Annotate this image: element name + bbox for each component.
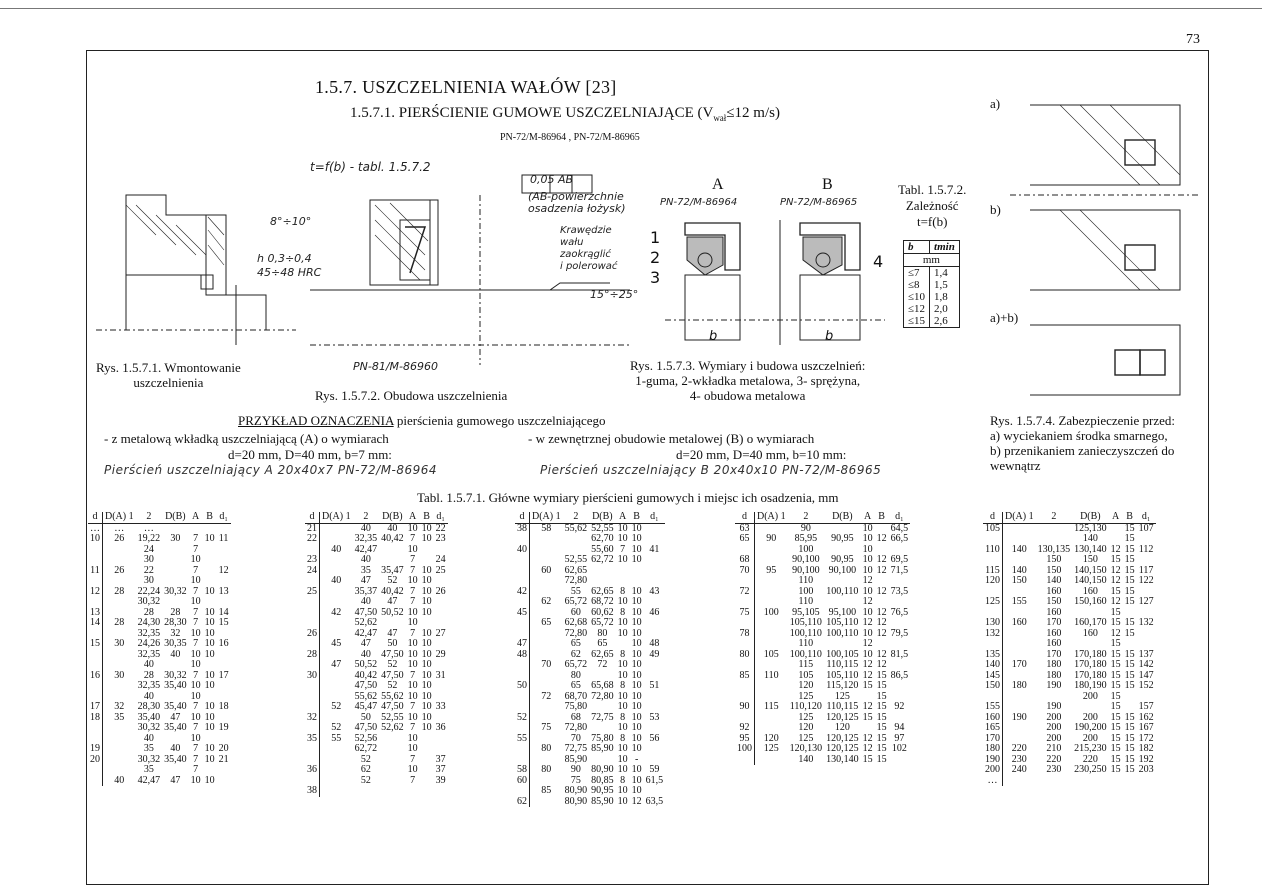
page-top-rule: [0, 8, 1262, 9]
svg-text:b: b: [709, 329, 718, 344]
table1-header: d: [305, 512, 320, 523]
table1-cell-d: 105 110 115 120 125 130 132 135 140 145 150 155 160 165 170 180 190 200 …: [983, 523, 1003, 786]
table2-header-row: [904, 241, 960, 254]
table1-cell-d: … 10 11 12 13 14 15 16 17 18 19 20: [88, 523, 103, 786]
table1-block-2: [305, 512, 448, 797]
table2-col-b: b: [904, 241, 930, 254]
figure3-label-a: A: [712, 176, 724, 193]
table1-cell-ba: 7 7 10 7 10 7 10 7 7 10 7 10 10 7 10 10 7 10 7 10 7 7 7 10: [190, 533, 201, 786]
table1-header: D(B): [379, 512, 406, 523]
table1-cell-dmin: 11 12 13 14 15 16 17 18 19 20 21: [218, 533, 229, 765]
svg-text:b: b: [825, 329, 834, 344]
table1-cell-d2: 40 32,35 42,47 40 35 47 35,37 40 47,50 52,62 42,47 47 40 50,52 40,42 47,50 55,62 45,47 50 47,50 52,56 62,72 52 62 52: [354, 522, 378, 786]
table1-header-row: [88, 512, 231, 523]
table1-row: [88, 523, 231, 786]
example-right-line1: - w zewnętrznej obudowie metalowej (B) o wymiarach: [528, 431, 815, 446]
table2-unit-row: [904, 254, 960, 267]
figure4-label-b: b): [990, 202, 1001, 217]
table1-header: D(B): [162, 512, 189, 523]
table1-header: B: [630, 512, 644, 523]
example-left-line1: - z metalową wkładką uszczelniającą (A) o wymiarach: [104, 431, 389, 446]
table1-cell-ba: 10 7 10 7 7 10 7 7 10 10 7 10 10 10 7 10 10 7 10 7 10 10 7 10 7: [407, 522, 418, 786]
table1-header: d₁: [1137, 512, 1156, 523]
table1-cell-bb: 10 10 10 10 10 10 10 10 10 10 10 10 10 10 10 10 10: [421, 522, 432, 733]
figure2-tolerance: 0,05 AB: [530, 173, 574, 186]
table2-body: [904, 267, 960, 328]
figure-seal-drawing: [645, 215, 895, 350]
example-heading: PRZYKŁAD OZNACZENIA pierścienia gumowego uszczelniającego: [238, 413, 606, 428]
figure4-caption: Rys. 1.5.7.4. Zabezpieczenie przed: a) wyciekaniem środka smarnego, b) przenikaniem zanieczyszczeń do wewnątrz: [990, 413, 1176, 473]
table1-cell-dmin: 64,5 66,5 69,5 71,5 73,5 76,5 79,5 81,5 86,5 92 94 97 102: [890, 522, 909, 754]
table1-header: 2: [1036, 512, 1073, 523]
table1-header: D(A) 1: [755, 512, 788, 523]
example-left-line2: d=20 mm, D=40 mm, b=7 mm:: [228, 447, 392, 462]
table1-cell-bb: 10 10 10 10 10 10 10 10 10 10 10 10 10 10 10: [204, 533, 215, 786]
table1-cell-ba: 10 10 10 10 10 12 10 12 10 12 10 12 10 12 12 15 12 15 12 12 15: [862, 522, 873, 765]
svg-text:3: 3: [650, 268, 661, 287]
table1-title: Tabl. 1.5.7.1. Główne wymiary pierścieni gumowych i miejsc ich osadzenia, mm: [417, 490, 839, 505]
subsection-title: 1.5.7.1. PIERŚCIENIE GUMOWE USZCZELNIAJĄCE ($V_{wał}\le 12$ m/s): [350, 105, 780, 123]
table1-header: B: [420, 512, 434, 523]
page-number: 73: [1186, 32, 1200, 47]
table2-title: Tabl. 1.5.7.2. Zależność t=f(b): [898, 182, 967, 229]
figure1-caption: Rys. 1.5.7.1. Wmontowanie uszczelnienia: [96, 360, 241, 390]
table1-cell-db: 125,130 140 130,140 150 140,150 140,150 160 150,160 160,170 160 170,180 170,180 170,180 180,190 200 200 190,200 200 215,230 220 230,250: [1074, 522, 1107, 775]
table1-cell-dmin: 41 43 46 48 49 51 53 56 59 61,5 63,5: [645, 543, 664, 807]
table1-cell-d2: 90 85,95 100 90,100 90,100 110 100 110 95,105 105,110 100,110 110 100,110 115 105 120 125 110,120 125 120 125 120,130 140: [789, 522, 823, 765]
table1-header: d₁: [889, 512, 911, 523]
table1-header: 2: [563, 512, 590, 523]
table1-row: [305, 523, 448, 797]
table1-cell-d1: 140 140 150 155 160 170 180 190 220 230 240: [1011, 543, 1027, 775]
table1-header-row: [983, 512, 1156, 523]
table1-cell-d1: 90 95 100 105 110 115 120 125: [763, 533, 779, 754]
table1-header: d: [515, 512, 530, 523]
table2-unit: mm: [904, 254, 960, 267]
example-left-code: Pierścień uszczelniający A 20x40x7 PN-72/M-86964: [104, 463, 438, 477]
example-right-code: Pierścień uszczelniający B 20x40x10 PN-72/M-86965: [540, 463, 882, 477]
table1-cell-db: 30 30,32 28 28,30 32 30,35 40 30,32 35,40 35,40 47 35,40 40 35,40 47: [164, 533, 187, 786]
table1-cell-ba: 12 15 12 12 15 12 15 15 12 15 15 15 15 15 15 15 15 15 15 15 15 15: [1110, 543, 1121, 775]
figure2-hardness: h 0,3÷0,4 45÷48 HRC: [257, 252, 322, 279]
table1-header: B: [203, 512, 217, 523]
table1-header: D(A) 1: [103, 512, 136, 523]
figure4-label-ab: a)+b): [990, 310, 1019, 325]
table1-cell-d1: 58 60 62 65 70 72 75 80 80 85: [541, 522, 552, 796]
table1-cell-d1: … 26 26 28 28 30 30 32 35 40: [114, 522, 125, 786]
table1-cell-d: 63 65 68 70 72 75 78 80 85 90 92 95 100: [735, 523, 755, 765]
figure2-angle2: 15°÷25°: [590, 288, 639, 301]
svg-text:1: 1: [650, 228, 661, 247]
table1-header-row: [515, 512, 665, 523]
table1-cell-ba: 10 10 7 10 8 10 8 10 10 8 10 10 8 10 10 8 10 8 10 10 10 8 10 10: [617, 522, 628, 807]
figure3-caption: Rys. 1.5.7.3. Wymiary i budowa uszczelnień: 1-guma, 2-wkładka metalowa, 3- sprężyna, 4- obudowa metalowa: [630, 358, 866, 403]
table1-header: B: [1123, 512, 1137, 523]
table1-header: d₁: [434, 512, 448, 523]
table1-cell-d2: 55,62 52,55 62,65 72,80 55 65,72 60 62,68 72,80 65 62 65,72 80 65 68,70 75,80 68 72,80 70 72,75 85,90 90 75 80,90 80,90: [564, 522, 588, 807]
table1-cell-db: 52,55 62,70 55,60 62,72 62,65 68,72 60,62 65,72 80 65 62,65 72 65,68 72,80 72,75 75,80 85,90 80,90 80,85 90,95 85,90: [591, 522, 614, 807]
table1-header: D(A) 1: [320, 512, 353, 523]
standards-line: PN-72/M-86964 , PN-72/M-86965: [500, 132, 640, 143]
table2-col-t: tmin: [930, 241, 960, 254]
table1-cell-db: 40 40,42 35,47 52 40,42 47 50,52 47 50 47,50 52 47,50 52 55,62 47,50 52,55 52,62: [381, 522, 404, 733]
table1-header: B: [875, 512, 889, 523]
table1-header: d: [735, 512, 755, 523]
figure2-angle: 8°÷10°: [270, 215, 312, 228]
figure-protection-drawings: [1010, 95, 1200, 405]
table1-cell-bb: 10 10 10 10 10 10 10 10 10 10 10 10 10 10 10 10 10 10 10 10 - 10 10 10 12: [631, 522, 642, 807]
table1-header: 2: [353, 512, 380, 523]
table1-header: d: [88, 512, 103, 523]
table1-header-row: [735, 512, 910, 523]
table2: [903, 240, 960, 328]
table2-b-values: ≤7 ≤8 ≤10 ≤12 ≤15: [904, 267, 930, 328]
svg-text:2: 2: [650, 248, 661, 267]
table1-header: A: [189, 512, 203, 523]
table1-header: A: [616, 512, 630, 523]
table1-row: [735, 523, 910, 765]
table1-cell-d2: … 19,22 24 30 22 30 22,24 30,32 28 24,30 32,35 24,26 32,35 40 28 32,35 40 28,30 35,40 30,32 40 35 30,32 35 42,47: [137, 522, 161, 786]
figure2-standard: PN-81/M-86960: [353, 360, 438, 373]
table1-header: D(B): [824, 512, 861, 523]
table1-block-4: [735, 512, 910, 765]
svg-text:4: 4: [873, 252, 884, 271]
table1-cell-db: 90,95 90,95 90,100 100,110 95,100 105,110 100,110 100,105 110,115 105,110 115,120 125 110,115 120,125 120 120,125 120,125 130,140: [826, 533, 859, 765]
table2-t-values: 1,4 1,5 1,8 2,0 2,6: [930, 267, 960, 328]
example-right-line2: d=20 mm, D=40 mm, b=10 mm:: [676, 447, 847, 462]
table1-header: D(B): [1072, 512, 1109, 523]
table1-cell-d: 21 22 23 24 25 26 28 30 32 35 36 38: [305, 523, 320, 797]
table1-cell-bb: 15 15 15 15 15 15 15 15 15 15 15 15 15 15 15 15 15 15 15 15: [1124, 522, 1135, 775]
table1-row: [515, 523, 665, 807]
table1-header: d₁: [217, 512, 231, 523]
table1-cell-d2: 130,135 150 150 140 160 150 160 170 160 160 170 180 180 190 190 200 200 200 210 220 230: [1037, 543, 1071, 775]
table1-block-1: [88, 512, 231, 786]
table1-header: D(A) 1: [1003, 512, 1036, 523]
table1-header: 2: [788, 512, 825, 523]
figure2-caption: Rys. 1.5.7.2. Obudowa uszczelnienia: [315, 388, 508, 403]
table1-header: A: [861, 512, 875, 523]
section-title: 1.5.7. USZCZELNIENIA WAŁÓW [23]: [315, 77, 617, 97]
table1-header-row: [305, 512, 448, 523]
table1-header: A: [1109, 512, 1123, 523]
figure4-label-a: a): [990, 96, 1001, 111]
table1-header: D(B): [589, 512, 616, 523]
table1-block-3: [515, 512, 665, 807]
table1-cell-d1: 40 40 42 45 47 52 52 55: [331, 543, 342, 744]
table1-block-5: [983, 512, 1156, 786]
table1-cell-d: 38 40 42 45 47 48 50 52 55 58 60 62: [515, 523, 530, 807]
table1-cell-dmin: 22 23 24 25 26 27 29 31 33 36 37 37 39: [435, 522, 446, 786]
table1-row: [983, 523, 1156, 786]
table1-header: 2: [136, 512, 163, 523]
figure3-std-a: PN-72/M-86964: [660, 197, 738, 208]
figure2-formula: t=f(b) - tabl. 1.5.7.2: [310, 160, 431, 174]
figure3-label-b: B: [822, 176, 833, 193]
table1-header: d₁: [644, 512, 666, 523]
table1-cell-dmin: 107 112 117 122 127 132 137 142 147 152 157 162 167 172 182 192 203: [1138, 522, 1154, 775]
table1-header: A: [406, 512, 420, 523]
table1-header: d: [983, 512, 1003, 523]
table1-header: D(A) 1: [530, 512, 563, 523]
table1-cell-bb: 12 12 12 12 12 12 12 12 12 15 15 15 15 15 15 15 15 15: [876, 533, 887, 765]
figure2-note: (AB-powierzchnie osadzenia łożysk): [528, 190, 626, 215]
figure2-edge-note: Krawędzie wału zaokrąglić i polerować: [560, 225, 618, 272]
figure3-std-b: PN-72/M-86965: [780, 197, 858, 208]
